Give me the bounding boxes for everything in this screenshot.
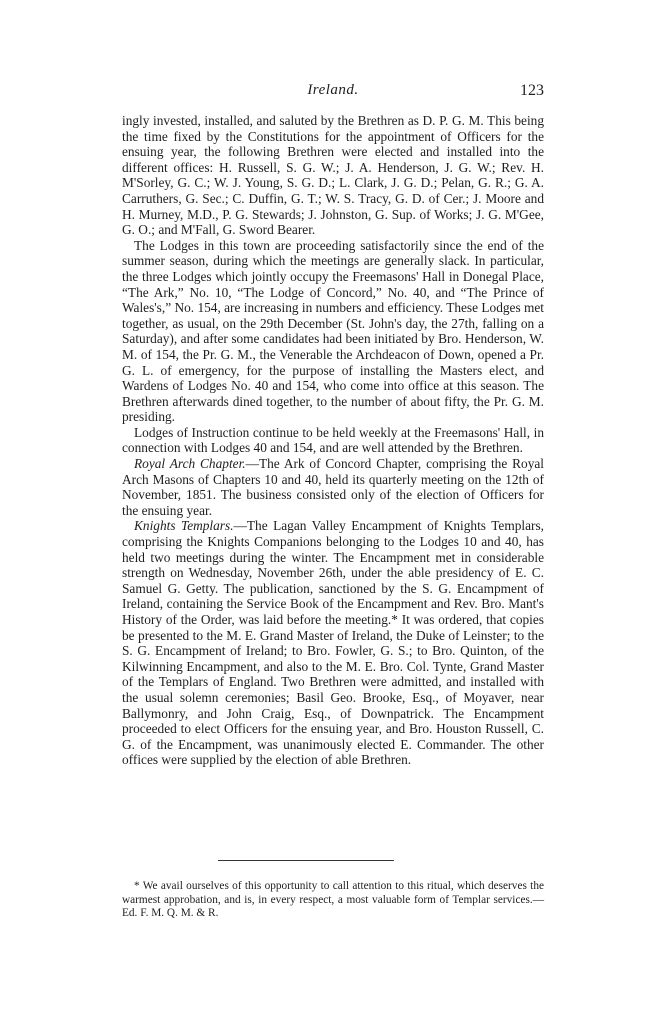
footnote: * We avail ourselves of this opportunity to call attention to this ritual, which deserves the warmest approbation, and is, in every respect, a most valuable form of Templar services.—Ed. F. M. Q. M. & R. (122, 880, 544, 920)
paragraph-grand-lodge-officers: ingly invested, installed, and saluted by the Brethren as D. P. G. M. This being the time fixed by the Constitutions for the appointment of Officers for the ensuing year, the following Brethren were elected and installed into the different offices: H. Russell, S. G. W.; J. A. Henderson, J. G. W.; Rev. H. M'Sorley, G. C.; W. J. Young, S. G. D.; L. Clark, J. G. D.; Pelan, G. R.; G. A. Carruthers, G. Sec.; C. Duffin, G. T.; W. S. Tracy, G. D. of Cer.; J. Moore and H. Murney, M.D., P. G. Stewards; J. Johnston, G. Sup. of Works; J. G. M'Gee, G. O.; and M'Fall, G. Sword Bearer. (122, 113, 544, 238)
paragraph-royal-arch-chapter (122, 456, 544, 518)
knights-templars-heading: Knights Templars. (134, 518, 234, 534)
paragraph-lodges-of-instruction: Lodges of Instruction continue to be held weekly at the Freemasons' Hall, in connection with Lodges 40 and 154, and are well attended by the Brethren. (122, 424, 544, 456)
paragraph-knights-templars (122, 518, 544, 768)
body-text (122, 113, 544, 768)
royal-arch-chapter-text: —The Ark of Concord Chapter, comprising the Royal Arch Masons of Chapters 10 and 40, held its quarterly meeting on the 12th of November, 1851. The business consisted only of the election of Officers for the ensuing year. (122, 456, 544, 518)
royal-arch-chapter-heading: Royal Arch Chapter. (134, 456, 246, 472)
knights-templars-text: —The Lagan Valley Encampment of Knights Templars, comprising the Knights Companions belonging to the Lodges 10 and 40, has held two meetings during the winter. The Encampment met in considerable strength on Wednesday, November 26th, under the able presidency of E. C. Samuel G. Getty. The publication, sanctioned by the S. G. Encampment of Ireland, containing the Service Book of the Encampment and Rev. Bro. Mant's History of the Order, was laid before the meeting.* It was ordered, that copies be presented to the M. E. Grand Master of Ireland, the Duke of Leinster; to the S. G. Encampment of Ireland; to Bro. Fowler, G. S.; to Bro. Quinton, of the Kilwinning Encampment, and also to the M. E. Bro. Col. Tynte, Grand Master of the Templars of England. Two Brethren were admitted, and installed with the usual solemn ceremonies; Basil Geo. Brooke, Esq., of Moyaver, near Ballymonry, and John Craig, Esq., of Downpatrick. The Encampment proceeded to elect Officers for the ensuing year, and Bro. Houston Russell, C. G. of the Encampment, was unanimously elected E. Commander. The other offices were supplied by the election of able Brethren. (122, 518, 544, 768)
running-head (122, 82, 544, 104)
page-number: 123 (520, 82, 544, 99)
running-title: Ireland. (307, 82, 359, 98)
paragraph-lodges-in-town: The Lodges in this town are proceeding satisfactorily since the end of the summer season, during which the meetings are generally slack. In particular, the three Lodges which jointly occupy the Freemasons' Hall in Donegal Place, “The Ark,” No. 10, “The Lodge of Concord,” No. 40, and “The Prince of Wales's,” No. 154, are increasing in numbers and efficiency. These Lodges met together, as usual, on the 29th December (St. John's day, the 27th, falling on a Saturday), and after some candidates had been initiated by Bro. Henderson, W. M. of 154, the Pr. G. M., the Venerable the Archdeacon of Down, opened a Pr. G. L. of emergency, for the purpose of installing the Masters elect, and Wardens of Lodges No. 40 and 154, who come into office at this season. The Brethren afterwards dined together, to the number of about fifty, the Pr. G. M. presiding. (122, 237, 545, 425)
footnote-rule (218, 860, 394, 861)
